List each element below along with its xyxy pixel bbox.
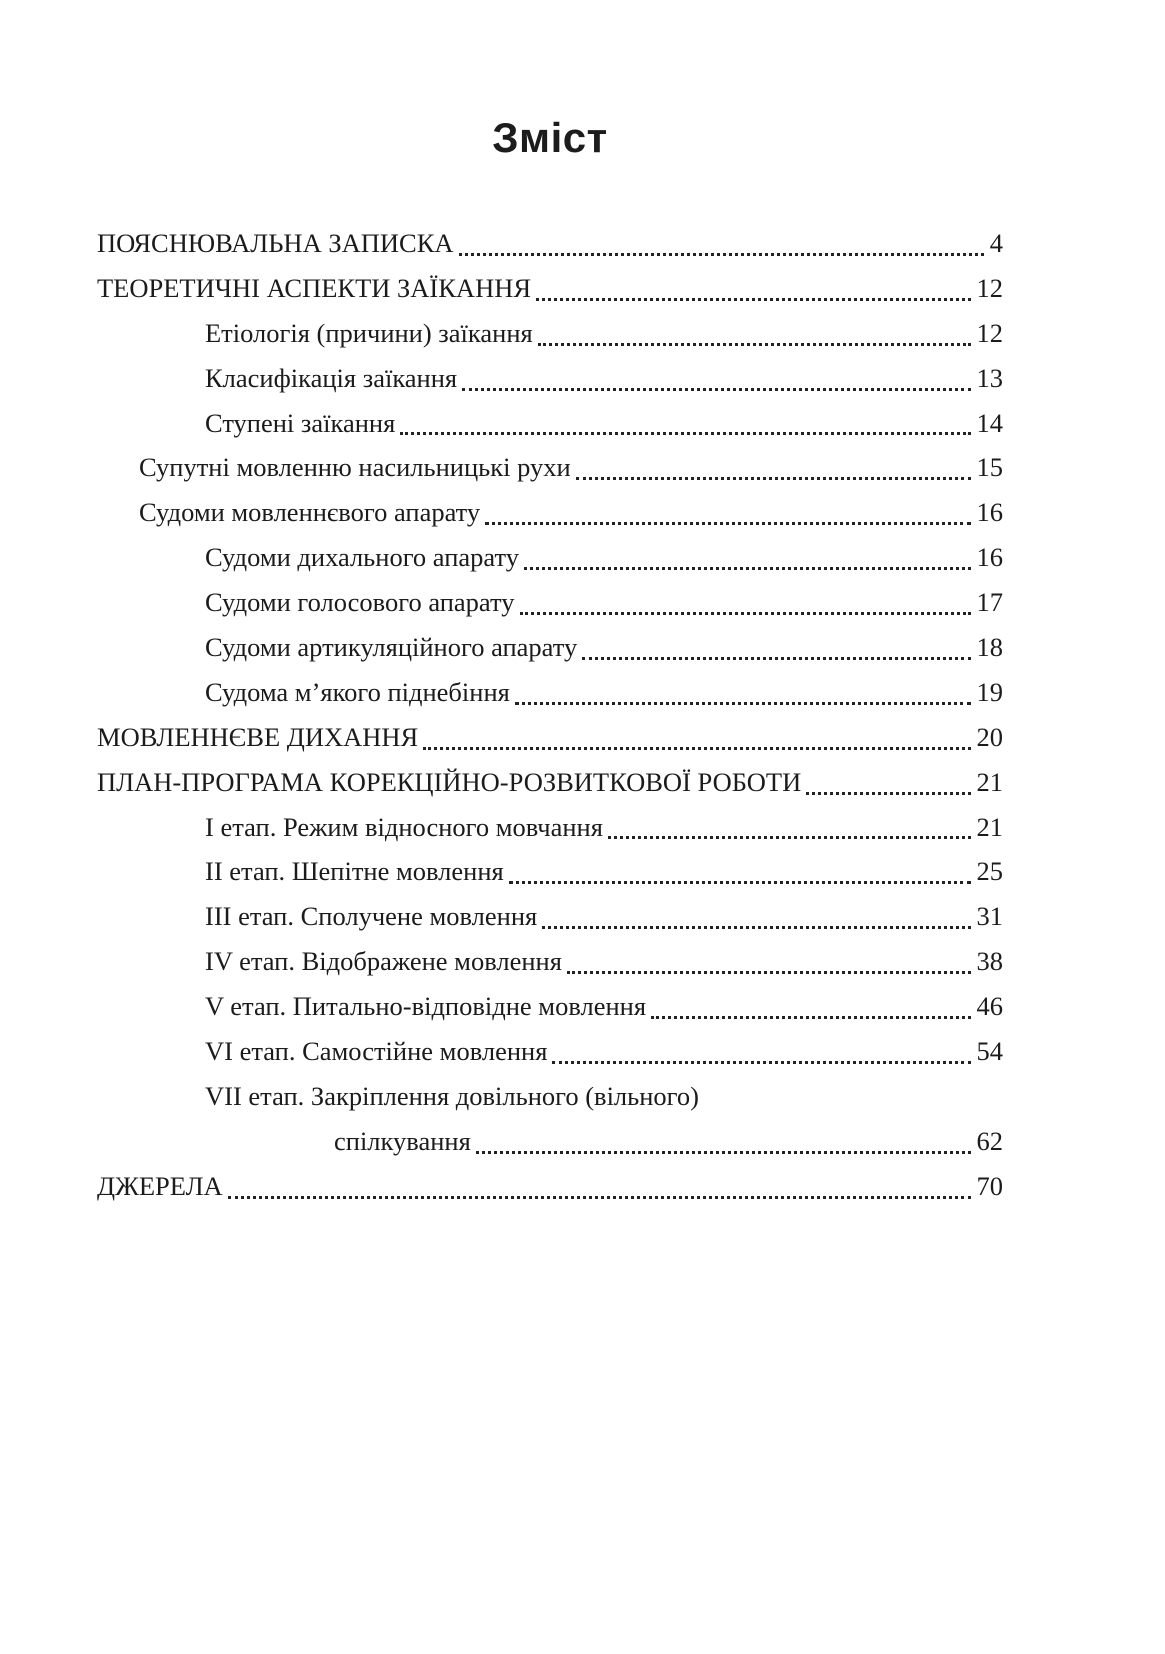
toc-entry-page: 38 xyxy=(976,946,1003,977)
dot-leader xyxy=(571,445,977,490)
toc-entry xyxy=(97,580,1003,625)
toc-entry-label: ДЖЕРЕЛА xyxy=(97,1170,223,1201)
dot-leader xyxy=(223,1164,977,1209)
toc-entry-label: Судоми мовленнєвого апарату xyxy=(139,497,481,528)
toc-entry-label: III етап. Сполучене мовлення xyxy=(205,901,538,932)
toc-entry-label: Класифікація заїкання xyxy=(205,362,458,393)
dot-leader xyxy=(547,1029,976,1074)
toc-entry-page: 14 xyxy=(976,407,1003,438)
toc-entry xyxy=(97,625,1003,670)
toc-entry-page: 46 xyxy=(976,991,1003,1022)
table-of-contents xyxy=(97,221,1003,1209)
toc-entry xyxy=(97,1029,1003,1074)
dot-leader xyxy=(504,849,977,894)
toc-entry-page: 25 xyxy=(976,856,1003,887)
toc-entry-label: II етап. Шепітне мовлення xyxy=(205,856,504,887)
dot-leader xyxy=(510,670,977,715)
toc-entry xyxy=(97,894,1003,939)
toc-entry-page: 15 xyxy=(976,452,1003,483)
dot-leader xyxy=(457,356,976,401)
toc-entry-label: I етап. Режим відносного мовчання xyxy=(205,811,603,842)
toc-entry-page: 16 xyxy=(976,497,1003,528)
toc-entry-page: 62 xyxy=(976,1125,1003,1156)
toc-entry-page: 19 xyxy=(976,676,1003,707)
toc-entry-page: 17 xyxy=(976,587,1003,618)
dot-leader xyxy=(537,894,976,939)
toc-entry xyxy=(97,849,1003,894)
toc-entry-label: ПОЯСНЮВАЛЬНА ЗАПИСКА xyxy=(97,228,454,258)
dot-leader xyxy=(515,580,977,625)
toc-entry xyxy=(97,670,1003,715)
dot-leader xyxy=(454,221,990,266)
toc-entry xyxy=(97,401,1003,446)
toc-entry-page: 13 xyxy=(976,362,1003,393)
toc-entry xyxy=(97,356,1003,401)
toc-entry-label: Супутні мовленню насильницькі рухи xyxy=(139,452,571,483)
dot-leader xyxy=(533,311,977,356)
dot-leader xyxy=(646,984,976,1029)
toc-entry-page: 31 xyxy=(976,901,1003,932)
toc-entry-page: 4 xyxy=(989,228,1003,258)
toc-entry-label: Судоми дихального апарату xyxy=(205,542,519,573)
toc-entry-label: Судоми артикуляційного апарату xyxy=(205,632,578,663)
toc-entry xyxy=(97,715,1003,760)
toc-entry-label: Судома м’якого піднебіння xyxy=(205,676,510,707)
toc-entry-label: IV етап. Відображене мовлення xyxy=(205,946,562,977)
toc-entry xyxy=(97,760,1003,805)
toc-entry xyxy=(97,445,1003,490)
toc-entry xyxy=(97,311,1003,356)
toc-entry xyxy=(97,490,1003,535)
toc-entry-label: ПЛАН-ПРОГРАМА КОРЕКЦІЙНО-РОЗВИТКОВОЇ РОБОТИ xyxy=(97,766,802,797)
toc-entry xyxy=(97,984,1003,1029)
toc-entry-label: Судоми голосового апарату xyxy=(205,587,515,618)
toc-entry-label: ТЕОРЕТИЧНІ АСПЕКТИ ЗАЇКАННЯ xyxy=(97,272,532,303)
toc-entry-page: 12 xyxy=(976,272,1003,303)
toc-entry-page: 21 xyxy=(976,811,1003,842)
toc-entry-page: 70 xyxy=(976,1170,1003,1201)
toc-entry-label: VII етап. Закріплення довільного (вільного) xyxy=(205,1080,699,1111)
toc-entry-page: 20 xyxy=(976,721,1003,752)
toc-entry-page: 54 xyxy=(976,1036,1003,1067)
toc-entry-continuation xyxy=(97,1119,1003,1164)
toc-entry-page: 16 xyxy=(976,542,1003,573)
dot-leader xyxy=(519,535,977,580)
toc-entry-label: Ступені заїкання xyxy=(205,407,396,438)
dot-leader xyxy=(480,490,976,535)
toc-entry-page: 12 xyxy=(976,317,1003,348)
toc-entry-page: 18 xyxy=(976,632,1003,663)
toc-entry xyxy=(97,805,1003,850)
dot-leader xyxy=(531,266,976,311)
toc-entry-label: спілкування xyxy=(334,1125,471,1156)
toc-entry-page: 21 xyxy=(976,766,1003,797)
toc-entry xyxy=(97,221,1003,266)
toc-entry-label: V етап. Питально-відповідне мовлення xyxy=(205,991,647,1022)
dot-leader xyxy=(577,625,976,670)
toc-entry-label: VI етап. Самостійне мовлення xyxy=(205,1036,548,1067)
toc-entry xyxy=(97,1164,1003,1209)
dot-leader xyxy=(471,1119,977,1164)
document-page xyxy=(97,112,1003,1209)
dot-leader xyxy=(801,760,976,805)
toc-entry xyxy=(97,1074,1003,1119)
page-title: Зміст xyxy=(492,114,608,161)
toc-entry xyxy=(97,266,1003,311)
dot-leader xyxy=(418,715,976,760)
toc-entry-label: МОВЛЕННЄВЕ ДИХАННЯ xyxy=(97,721,419,752)
dot-leader xyxy=(603,805,977,850)
toc-entry-label: Етіологія (причини) заїкання xyxy=(205,317,533,348)
toc-entry xyxy=(97,535,1003,580)
dot-leader xyxy=(395,401,976,446)
toc-entry xyxy=(97,939,1003,984)
dot-leader xyxy=(562,939,977,984)
